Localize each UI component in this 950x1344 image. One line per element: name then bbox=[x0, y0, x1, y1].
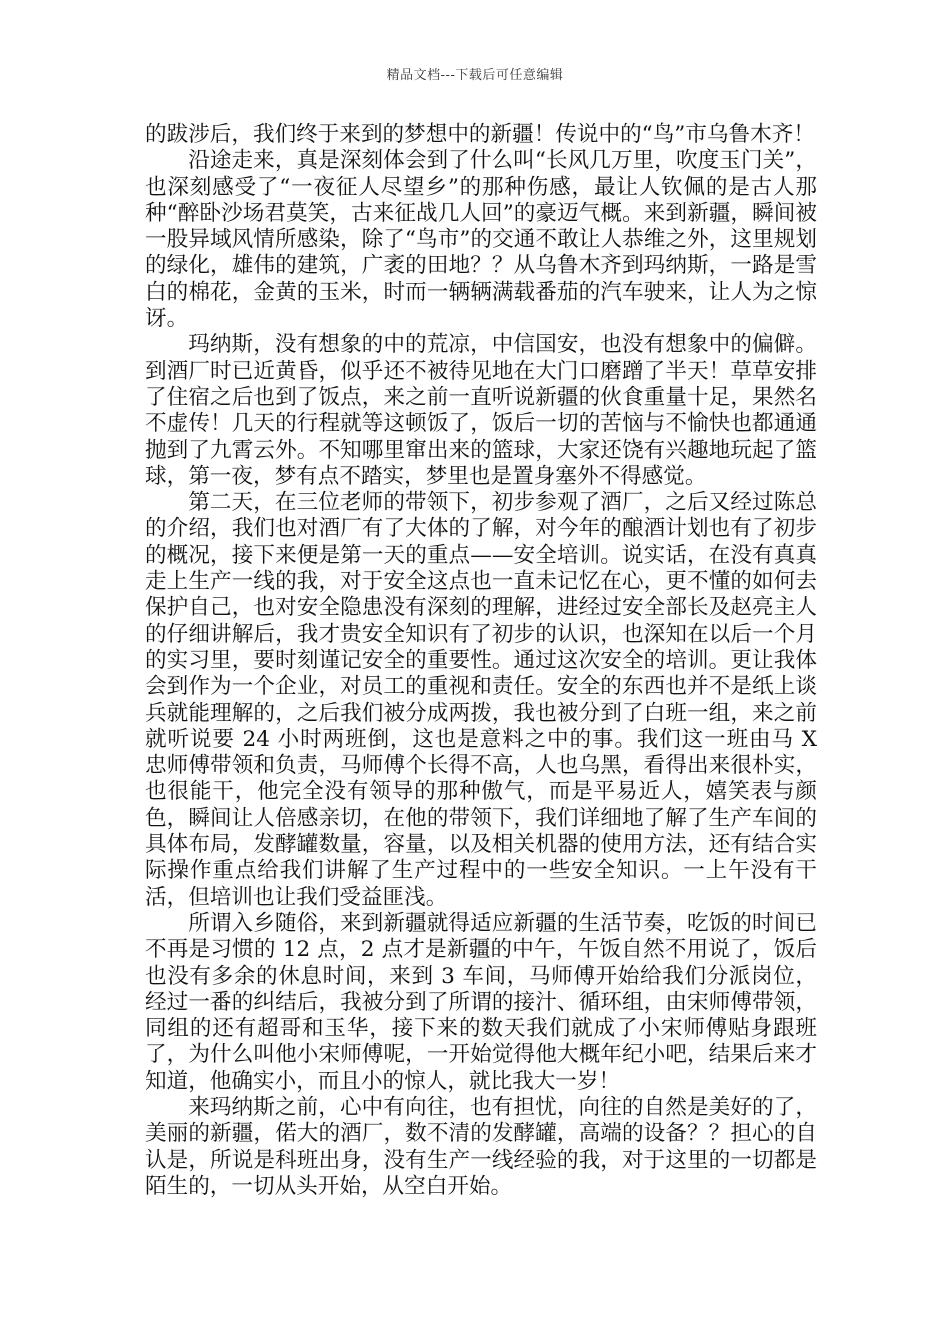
page-header: 精品文档---下载后可任意编辑 bbox=[386, 68, 564, 83]
paragraph-6: 来玛纳斯之前，心中有向往，也有担忧，向往的自然是美好的了，美丽的新疆，偌大的酒厂，数不清的发酵罐，高端的设备？？担心的自认是，所说是科班出身，没有生产一线经验的我，对于这里的一切都是陌生的，一切从头开始，从空白开始。 bbox=[145, 1094, 817, 1199]
paragraph-3: 玛纳斯，没有想象的中的荒凉，中信国安，也没有想象中的偏僻。到酒厂时已近黄昏，似乎还不被待见地在大门口磨蹭了半天！草草安排了住宿之后也到了饭点，来之前一直听说新疆的伙食重量十足，果然名不虚传！几天的行程就等这顿饭了，饭后一切的苦恼与不愉快也都通通抛到了九霄云外。不知哪里窜出来的篮球，大家还饶有兴趣地玩起了篮球，第一夜，梦有点不踏实，梦里也是置身塞外不得感觉。 bbox=[145, 332, 817, 489]
paragraph-4: 第二天，在三位老师的带领下，初步参观了酒厂，之后又经过陈总的介绍，我们也对酒厂有了大体的了解，对今年的酿酒计划也有了初步的概况，接下来便是第一天的重点——安全培训。说实话，在没有真真走上生产一线的我，对于安全这点也一直未记忆在心，更不懂的如何去保护自己，也对安全隐患没有深刻的理解，进经过安全部长及赵亮主人的仔细讲解后，我才贵安全知识有了初步的认识，也深知在以后一个月的实习里，要时刻谨记安全的重要性。通过这次安全的培训。更让我体会到作为一个企业，对员工的重视和责任。安全的东西也并不是纸上谈兵就能理解的，之后我们被分成两拨，我也被分到了白班一组，来之前就听说要 24 小时两班倒，这也是意料之中的事。我们这一班由马 X 忠师傅带领和负责，马师傅个长得不高，人也乌黑，看得出来很朴实，也很能干，他完全没有领导的那种傲气，而是平易近人，嬉笑表与颜色，瞬间让人倍感亲切，在他的带领下，我们详细地了解了生产车间的具体布局，发酵罐数量，容量，以及相关机器的使用方法，还有结合实际操作重点给我们讲解了生产过程中的一些安全知识。一上午没有干活，但培训也让我们受益匪浅。 bbox=[145, 490, 817, 910]
paragraph-5: 所谓入乡随俗，来到新疆就得适应新疆的生活节奏，吃饭的时间已不再是习惯的 12 点，2 点才是新疆的中午，午饭自然不用说了，饭后也没有多余的休息时间，来到 3 车间，马师傅开始给我们分派岗位，经过一番的纠结后，我被分到了所谓的接汁、循环组，由宋师傅带领，同组的还有超哥和玉华，接下来的数天我们就成了小宋师傅贴身跟班了，为什么叫他小宋师傅呢，一开始觉得他大概年纪小吧，结果后来才知道，他确实小，而且小的惊人，就比我大一岁！ bbox=[145, 910, 817, 1094]
paragraph-1: 的跋涉后，我们终于来到的梦想中的新疆！传说中的“鸟”市乌鲁木齐！ bbox=[145, 122, 815, 147]
paragraph-2: 沿途走来，真是深刻体会到了什么叫“长风几万里，吹度玉门关”，也深刻感受了“一夜征人尽望乡”的那种伤感，最让人钦佩的是古人那种“醉卧沙场君莫笑，古来征战几人回”的豪迈气概。来到新疆，瞬间被一股异域风情所感染，除了“鸟市”的交通不敢让人恭维之外，这里规划的绿化，雄伟的建筑，广袤的田地？？从乌鲁木齐到玛纳斯，一路是雪白的棉花，金黄的玉米，时而一辆辆满载番茄的汽车驶来，让人为之惊讶。 bbox=[145, 148, 817, 332]
article-body bbox=[145, 122, 817, 1200]
